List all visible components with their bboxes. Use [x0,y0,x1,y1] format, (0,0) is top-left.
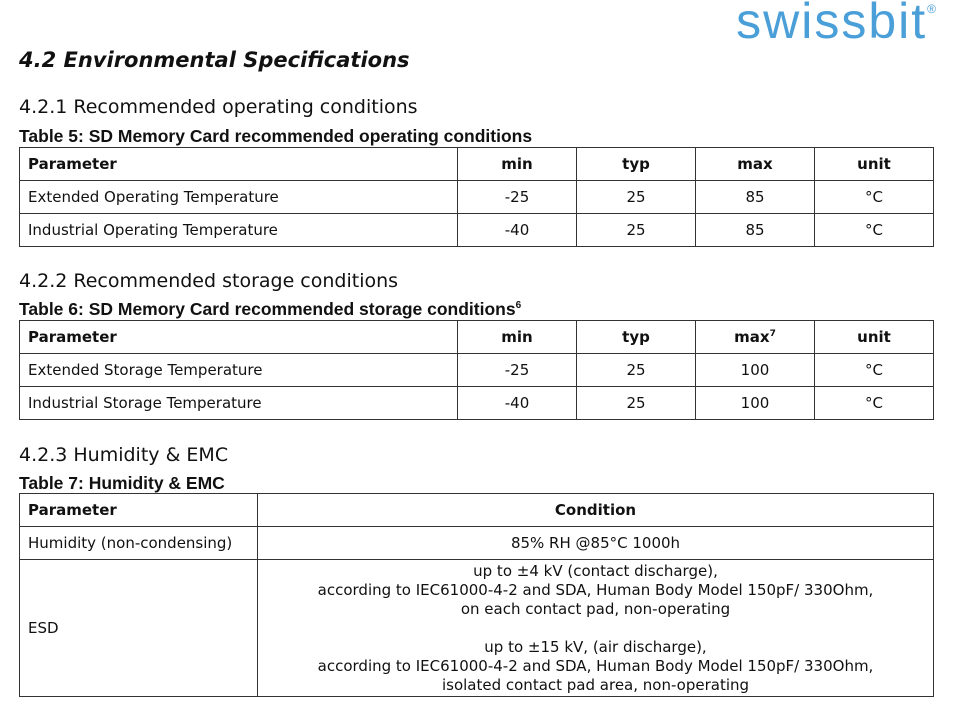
col-max: max [696,148,815,181]
table-row [20,181,934,214]
registered-mark: ® [927,2,938,16]
caption-table7: Table 7: Humidity & EMC [19,473,225,493]
cell: 25 [577,387,696,420]
section-title: 4.2 Environmental Specifications [19,48,410,72]
col-max-label: max [734,328,770,346]
cell: 100 [696,387,815,420]
col-min: min [458,148,577,181]
cell [258,560,934,697]
col-parameter: Parameter [20,148,458,181]
table-humidity-emc [19,493,934,697]
table-operating [19,147,934,247]
table-header [20,148,934,181]
cell: 25 [577,354,696,387]
cell: °C [815,214,934,247]
cell: °C [815,354,934,387]
table-storage [19,320,934,420]
table-row [20,387,934,420]
table-row [20,560,934,697]
table-row [20,354,934,387]
col-parameter: Parameter [20,494,258,527]
col-unit: unit [815,321,934,354]
esd-line: up to ±4 kV (contact discharge), [473,561,718,580]
col-unit: unit [815,148,934,181]
esd-line: isolated contact pad area, non-operating [441,675,750,694]
heading-humidity: 4.2.3 Humidity & EMC [19,444,229,466]
cell: 25 [577,181,696,214]
caption-text: Table 6: SD Memory Card recommended storage conditions [19,299,516,319]
footnote-ref: 6 [515,300,522,312]
cell: Extended Storage Temperature [20,354,458,387]
cell: -40 [458,387,577,420]
cell: -40 [458,214,577,247]
cell: ESD [20,560,258,697]
cell: 85 [696,181,815,214]
cell: Humidity (non-condensing) [20,527,258,560]
cell: 100 [696,354,815,387]
caption-table5: Table 5: SD Memory Card recommended operating conditions [19,126,533,146]
logo-text: swissbit [736,0,928,49]
cell: Extended Operating Temperature [20,181,458,214]
cell: 85% RH @85°C 1000h [258,527,934,560]
table-header [20,494,934,527]
caption-table6 [19,299,521,320]
footnote-ref: 7 [769,329,776,339]
cell: °C [815,181,934,214]
cell: 85 [696,214,815,247]
table-row [20,214,934,247]
esd-line: according to IEC61000-4-2 and SDA, Human Body Model 150pF/ 330Ohm, [317,656,874,675]
cell: Industrial Storage Temperature [20,387,458,420]
heading-storage: 4.2.2 Recommended storage conditions [19,270,399,292]
col-parameter: Parameter [20,321,458,354]
esd-line: according to IEC61000-4-2 and SDA, Human Body Model 150pF/ 330Ohm, [317,580,874,599]
col-typ: typ [577,321,696,354]
col-typ: typ [577,148,696,181]
cell: Industrial Operating Temperature [20,214,458,247]
table-row [20,527,934,560]
col-max [696,321,815,354]
cell: -25 [458,181,577,214]
esd-line: up to ±15 kV, (air discharge), [484,637,707,656]
heading-operating: 4.2.1 Recommended operating conditions [19,96,418,118]
cell: -25 [458,354,577,387]
cell: 25 [577,214,696,247]
esd-line: on each contact pad, non-operating [460,599,731,618]
swissbit-logo [736,0,938,50]
col-condition: Condition [258,494,934,527]
col-min: min [458,321,577,354]
table-header [20,321,934,354]
cell: °C [815,387,934,420]
